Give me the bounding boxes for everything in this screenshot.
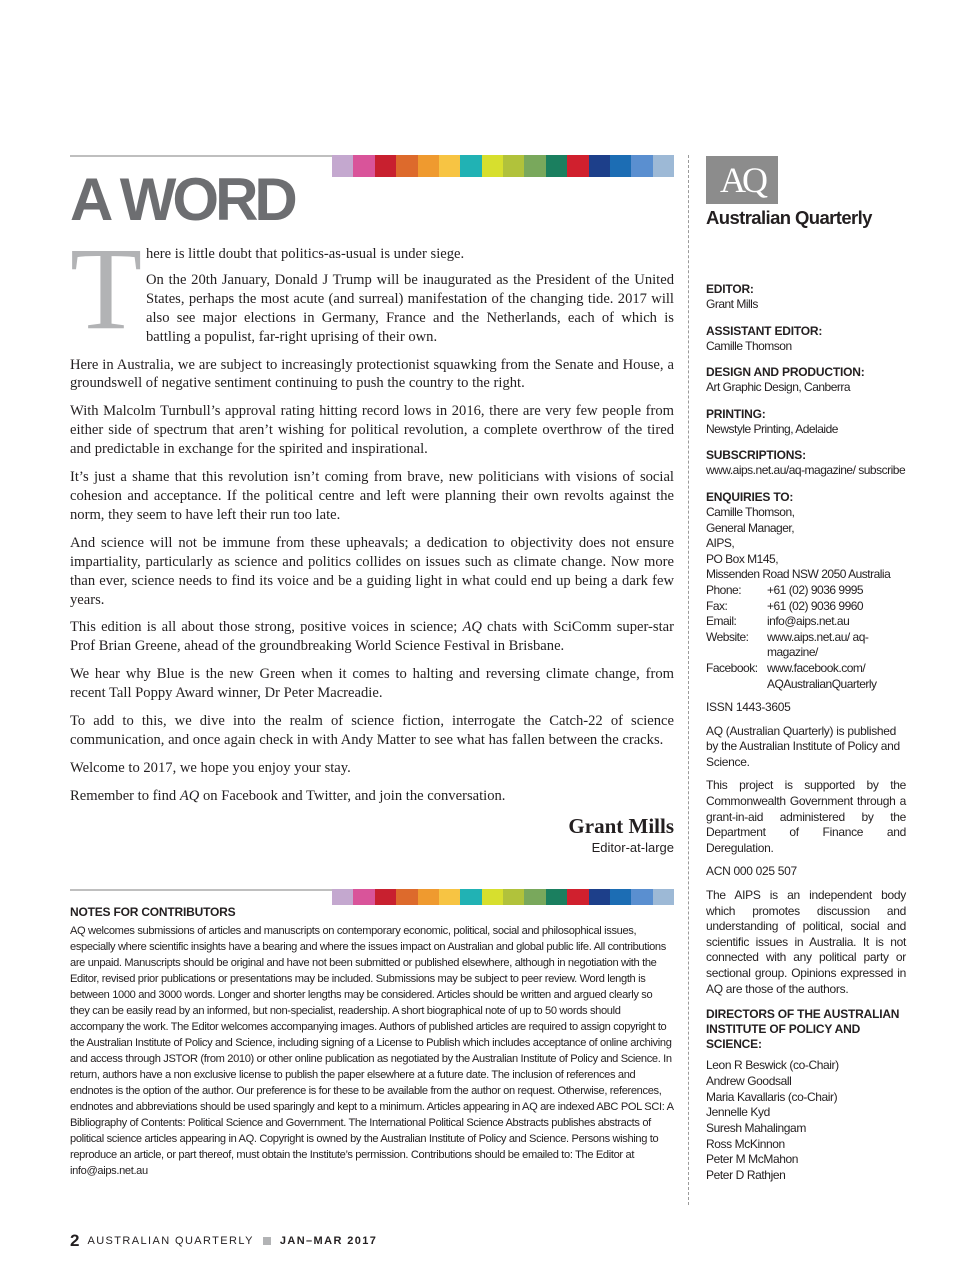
color-swatch [567, 155, 588, 177]
color-swatch [589, 155, 610, 177]
paragraph: here is little doubt that politics-as-usual is under siege. [146, 246, 465, 262]
text-run: Remember to find [70, 787, 180, 804]
editor-value: Grant Mills [706, 297, 758, 311]
color-swatch [353, 155, 374, 177]
aq-logo: AQ [706, 156, 778, 204]
enquiry-line: Missenden Road NSW 2050 Australia [706, 567, 891, 582]
color-swatch [546, 155, 567, 177]
subscriptions-link[interactable]: www.aips.net.au/aq-magazine/ subscribe [706, 463, 906, 478]
issue-date: JAN–MAR 2017 [279, 1235, 378, 1247]
aips-note: The AIPS is an independent body which promotes discussion and understanding of political, social and scientific issues in Australia. It is not connected with any political party or sectional group. Opinions expressed in AQ are those of the authors. [706, 888, 906, 996]
notes-heading: NOTES FOR CONTRIBUTORS [70, 905, 236, 919]
phone-value: +61 (02) 9036 9995 [767, 582, 864, 597]
author-signature: Grant Mills [568, 813, 674, 838]
paragraph: Here in Australia, we are subject to increasingly protectionist squawking from the Senate and House, a groundswell of negative sentiment continuing to push the country to the right. [70, 356, 674, 392]
directors-block [706, 1007, 906, 1184]
paragraph: With Malcolm Turnbull’s approval rating hitting record lows in 2016, there are very few people from either side of spectrum that aren’t wishing for political revolution, a complete overthrow of the tired and predictable in exchange for the spirited and inspirational. [70, 403, 674, 458]
aq-italic: AQ [462, 619, 482, 636]
notes-body: AQ welcomes submissions of articles and manuscripts on contemporary economic, political, social and philosophical issues, especially where scientific insights have a bearing and where the issues impact on Australian and global public life. All contributions are unpaid. Manuscripts should be original and have not been submitted or published elsewhere, although in negotiation with the Editor, revised prior publications or presentations may be included. Submissions may be subject to peer review. Word length is between 1000 and 3000 words. Longer and shorter lengths may be considered. Articles should be written and argued clearly so they can be easily read by an informed, but non-specialist, readership. A short biographical note of up to 50 words should accompany the work. The Editor welcomes accompanying images. Authors of published articles are required to assign copyright to the Australian Institute of Policy and Science, including signing of a License to Publish which includes acceptance of online archiving and access through JSTOR (from 2010) or other online publication as negotiated by the Australian Institute of Policy and Science. In return, authors have a non exclusive license to publish the paper elsewhere at a future date. The inclusion of references and endnotes is the option of the author. Our preference is for these to be available from the author on request. Otherwise, references, endnotes and abbreviations should be used sparingly and kept to a minimum. Articles appearing in AQ are indexed ABC POL SCI: A Bibliography of Contents: Political Science and Government. The International Political Science Abstracts publishes abstracts of political science articles appearing in AQ. Copyright is owned by the Australian Institute of Policy and Science. Persons wishing to reproduce an article, or part thereof, must obtain the Institute’s permission. Contributions should be emailed to: The Editor at info@aips.net.au [70, 925, 674, 1177]
column-divider [688, 155, 689, 1205]
paragraph: It’s just a shame that this revolution isn’t coming from brave, new politicians with visions of social cohesion and acceptance. If the political centre and left were planning their own revolts against the norm, they seem to have left their run too late. [70, 469, 674, 523]
notes-for-contributors [70, 903, 674, 1179]
notes-rule [70, 889, 332, 891]
aq-italic: AQ [179, 787, 200, 804]
paragraph: On the 20th January, Donald J Trump will be inaugurated as the President of the United States, perhaps the most acute (and surreal) manifestation of the changing tide. 2017 will also see major elections in Germany, France and the Netherlands, each of which is battling a populist, far-right uprising of their own. [146, 271, 674, 345]
facebook-row [706, 661, 906, 692]
enquiries-block [706, 505, 906, 692]
paragraph [70, 787, 674, 806]
support-note: This project is supported by the Commonwealth Government through a grant-in-aid administered by the Department of Finance and Deregulation. [706, 778, 906, 855]
color-swatch [524, 155, 545, 177]
color-swatch [439, 155, 460, 177]
square-separator-icon [263, 1237, 271, 1245]
color-swatch [332, 155, 353, 177]
director-item: Maria Kavallaris (co-Chair) [706, 1089, 838, 1104]
director-item: Leon R Beswick (co-Chair) [706, 1058, 839, 1073]
brand-name: Australian Quarterly [706, 207, 872, 228]
publisher-note: AQ (Australian Quarterly) is published by the Australian Institute of Policy and Science. [706, 723, 900, 769]
director-item: Jennelle Kyd [706, 1105, 770, 1120]
drop-cap: T [70, 223, 143, 354]
color-swatch [460, 155, 481, 177]
director-item: Peter M McMahon [706, 1152, 799, 1167]
paragraph: And science will not be immune from these upheavals; a dedication to objectivity does not ensure impartiality, particularly as science and politics collides on issues such as climate change. Now more than ever, science needs to find its voice and be a guiding light in what could end up being a dark few years. [70, 534, 674, 608]
website-label: Website: [706, 629, 749, 644]
email-label: Email: [706, 614, 737, 629]
color-swatch [418, 155, 439, 177]
masthead-sidebar [706, 156, 906, 1184]
assistant-editor-value: Camille Thomson [706, 338, 792, 353]
author-title: Editor-at-large [591, 839, 674, 855]
director-item: Peter D Rathjen [706, 1168, 786, 1183]
paragraph: We hear why Blue is the new Green when it comes to halting and reversing climate change, from recent Tall Poppy Award winner, Dr Peter Macreadie. [70, 666, 674, 702]
color-swatch [610, 155, 631, 177]
page-footer [70, 1228, 377, 1254]
paragraph: Welcome to 2017, we hope you enjoy your stay. [70, 759, 351, 776]
paragraph: To add to this, we dive into the realm of science fiction, interrogate the Catch-22 of science communication, and once again check in with Andy Matter to see what has fallen between the cracks. [70, 713, 674, 748]
directors-list [706, 1058, 906, 1184]
design-value: Art Graphic Design, Canberra [706, 380, 851, 395]
phone-row [706, 583, 906, 599]
color-swatch [396, 155, 417, 177]
website-row [706, 630, 906, 661]
directors-label: DIRECTORS OF THE AUSTRALIAN INSTITUTE OF POLICY AND SCIENCE: [706, 1007, 900, 1052]
website-link[interactable]: www.aips.net.au/ aq-magazine/ [767, 629, 869, 660]
text-run: This edition is all about those strong, positive voices in science; [70, 619, 463, 636]
printing-label: PRINTING: [706, 406, 766, 421]
page-title: A WORD [70, 166, 294, 233]
color-swatch [503, 155, 524, 177]
editor-label: EDITOR: [706, 282, 754, 296]
publication-name: AUSTRALIAN QUARTERLY [87, 1235, 254, 1247]
assistant-editor-label: ASSISTANT EDITOR: [706, 323, 823, 338]
color-swatches [332, 155, 674, 177]
email-link[interactable]: info@aips.net.au [767, 614, 850, 629]
printing-value: Newstyle Printing, Adelaide [706, 421, 838, 436]
enquiry-line: Camille Thomson, [706, 504, 795, 519]
email-row [706, 614, 906, 630]
facebook-link[interactable]: www.facebook.com/ AQAustralianQuarterly [767, 660, 877, 691]
top-rule [70, 155, 332, 157]
enquiry-line: General Manager, [706, 520, 795, 535]
phone-label: Phone: [706, 582, 742, 597]
color-swatch [631, 155, 652, 177]
issn: ISSN 1443-3605 [706, 700, 791, 715]
fax-label: Fax: [706, 598, 728, 613]
text-run: chats with SciComm super-star Prof Brian Greene, ahead of the groundbreaking World Science Festival in Brisbane. [70, 619, 674, 655]
color-swatch [375, 155, 396, 177]
masthead-credits [706, 282, 906, 1184]
color-swatch [653, 155, 674, 177]
editorial-article [70, 223, 674, 856]
enquiry-line: PO Box M145, [706, 551, 779, 566]
fax-value: +61 (02) 9036 9960 [767, 598, 864, 613]
director-item: Ross McKinnon [706, 1136, 785, 1151]
paragraph [70, 618, 674, 656]
enquiry-line: AIPS, [706, 536, 735, 551]
design-label: DESIGN AND PRODUCTION: [706, 365, 865, 380]
facebook-label: Facebook: [706, 660, 758, 675]
fax-row [706, 599, 906, 615]
director-item: Suresh Mahalingam [706, 1121, 806, 1135]
text-run: on Facebook and Twitter, and join the conversation. [199, 787, 506, 804]
color-swatch [482, 155, 503, 177]
enquiries-label: ENQUIRIES TO: [706, 489, 794, 504]
subscriptions-label: SUBSCRIPTIONS: [706, 448, 806, 463]
director-item: Andrew Goodsall [706, 1073, 792, 1088]
acn: ACN 000 025 507 [706, 864, 797, 879]
page-number: 2 [70, 1231, 80, 1250]
